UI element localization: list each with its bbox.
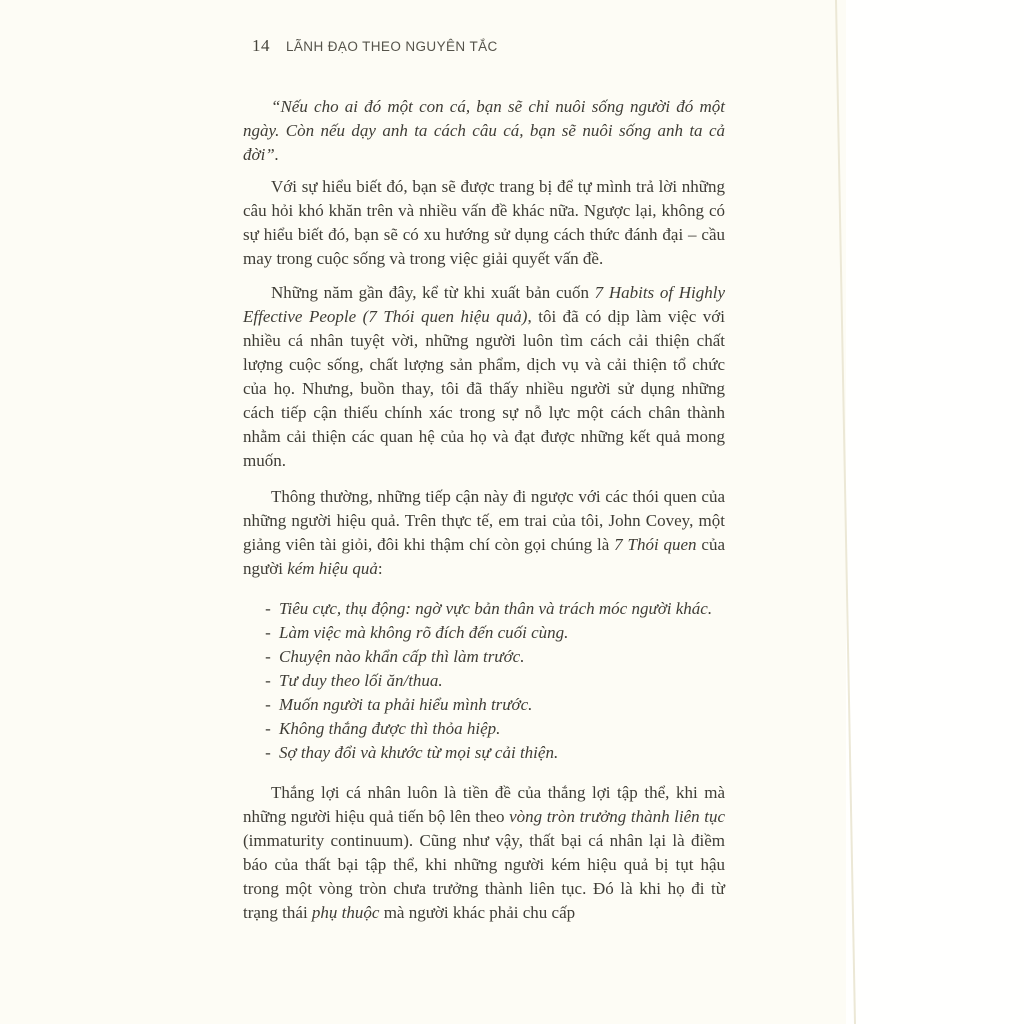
list-item-text: Chuyện nào khẩn cấp thì làm trước. — [279, 647, 525, 666]
dash-bullet: - — [265, 671, 271, 690]
list-item-text: Không thắng được thì thỏa hiệp. — [279, 719, 501, 738]
ineffective-habits-list — [243, 597, 725, 765]
paragraph-john-covey: Thông thường, những tiếp cận này đi ngược với các thói quen của những người hiệu quả. Trên thực tế, em trai của tôi, John Covey, một giảng viên tài giỏi, đôi khi thậm chí còn gọi chúng là 7 Thói quen của người kém hiệu quả: — [243, 487, 725, 578]
dash-bullet: - — [265, 623, 271, 642]
list-item — [243, 621, 725, 645]
epigraph-quote: “Nếu cho ai đó một con cá, bạn sẽ chỉ nuôi sống người đó một ngày. Còn nếu dạy anh ta cách câu cá, bạn sẽ nuôi sống anh ta cả đời”. — [243, 97, 725, 164]
dash-bullet: - — [265, 647, 271, 666]
list-item — [243, 669, 725, 693]
list-item — [243, 693, 725, 717]
list-item-text: Làm việc mà không rõ đích đến cuối cùng. — [279, 623, 569, 642]
running-title: LÃNH ĐẠO THEO NGUYÊN TẮC — [286, 39, 498, 54]
paragraph-understanding: Với sự hiểu biết đó, bạn sẽ được trang bị để tự mình trả lời những câu hỏi khó khăn trên và nhiều vấn đề khác nữa. Ngược lại, không có sự hiểu biết đó, bạn sẽ có xu hướng sử dụng cách thức đánh đại – cầu may trong cuộc sống và trong việc giải quyết vấn đề. — [243, 177, 725, 268]
text-column — [243, 95, 725, 925]
list-item-text: Sợ thay đổi và khước từ mọi sự cải thiện. — [279, 743, 559, 762]
list-item — [243, 597, 725, 621]
paragraph-private-victory: Thắng lợi cá nhân luôn là tiền đề của thắng lợi tập thể, khi mà những người hiệu quả tiến bộ lên theo vòng tròn trưởng thành liên tục (immaturity continuum). Cũng như vậy, thất bại cá nhân lại là điềm báo của thất bại tập thể, khi những người kém hiệu quả bị tụt hậu trong một vòng tròn chưa trưởng thành liên tục. Đó là khi họ đi từ trạng thái phụ thuộc mà người khác phải chu cấp — [243, 783, 725, 922]
list-item-text: Tiêu cực, thụ động: ngờ vực bản thân và trách móc người khác. — [279, 599, 713, 618]
list-item — [243, 717, 725, 741]
dash-bullet: - — [265, 743, 271, 762]
dash-bullet: - — [265, 695, 271, 714]
dash-bullet: - — [265, 599, 271, 618]
page-number: 14 — [252, 36, 270, 55]
list-item-text: Muốn người ta phải hiểu mình trước. — [279, 695, 533, 714]
list-item — [243, 645, 725, 669]
list-item-text: Tư duy theo lối ăn/thua. — [279, 671, 443, 690]
page-outer-margin — [846, 0, 1024, 1024]
paragraph-seven-habits: Những năm gần đây, kể từ khi xuất bản cuốn 7 Habits of Highly Effective People (7 Thói quen hiệu quả), tôi đã có dịp làm việc với nhiều cá nhân tuyệt vời, những người luôn tìm cách cải thiện chất lượng cuộc sống, chất lượng sản phẩm, dịch vụ và cải thiện tổ chức của họ. Nhưng, buồn thay, tôi đã thấy nhiều người sử dụng những cách tiếp cận thiếu chính xác trong sự nỗ lực một cách chân thành nhằm cải thiện các quan hệ của họ và đạt được những kết quả mong muốn. — [243, 283, 725, 470]
page-header — [252, 36, 498, 56]
dash-bullet: - — [265, 719, 271, 738]
list-item — [243, 741, 725, 765]
